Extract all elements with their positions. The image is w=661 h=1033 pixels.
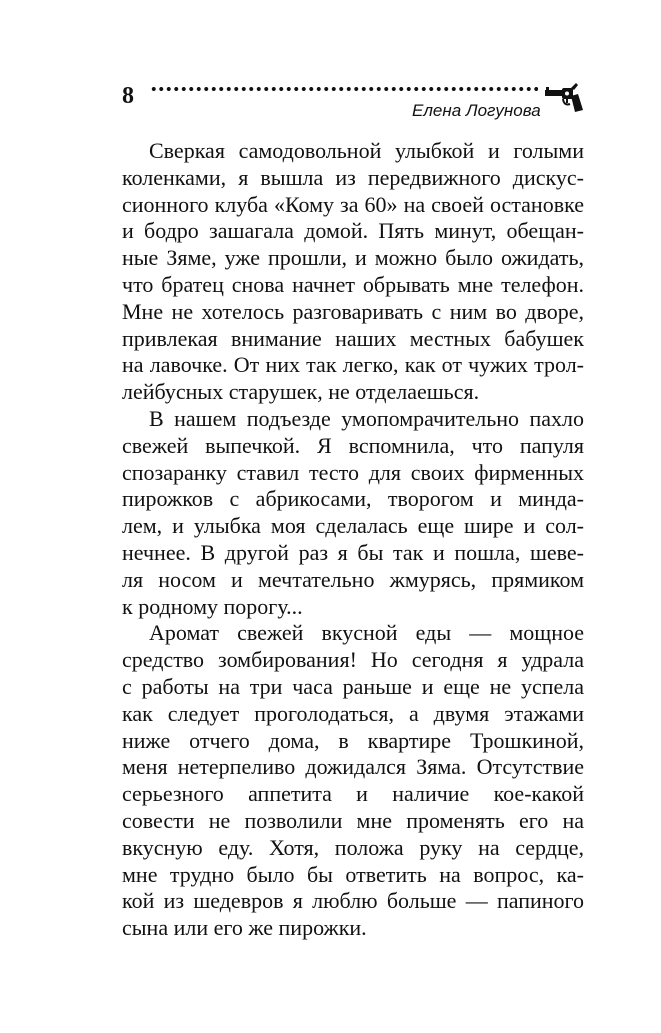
running-head-author: Елена Логунова (412, 101, 541, 120)
text-line: мне трудно было бы ответить на вопрос, ка- (122, 861, 584, 887)
text-line: Сверкая самодовольной улыбкой и голыми (149, 138, 584, 163)
text-line: кой из шедевров я люблю больше — папиного (122, 888, 584, 914)
body-text (122, 138, 584, 942)
text-line: совести не позволили мне променять его на (122, 807, 584, 833)
text-line: лем, и улыбка моя сделалась еще шире и сол- (122, 513, 584, 539)
text-line: ля носом и мечтательно жмурясь, прямиком (122, 566, 584, 592)
text-line: и бодро зашагала домой. Пять минут, обещан- (122, 218, 584, 244)
text-line: на лавочке. От них так легко, как от чужих трол- (122, 352, 584, 378)
text-line: что братец снова начнет обрывать мне телефон. (122, 271, 584, 297)
paragraph (122, 406, 584, 620)
page-number: 8 (122, 83, 134, 109)
paragraph (122, 138, 584, 406)
text-line: Мне не хотелось разговаривать с ним во дворе, (122, 298, 584, 324)
text-line: В нашем подъезде умопомрачительно пахло (149, 405, 584, 431)
text-line: меня нетерпеливо дожидался Зяма. Отсутствие (122, 754, 584, 780)
dotted-rule (150, 86, 538, 92)
text-line: спозаранку ставил тесто для своих фирменных (122, 459, 584, 485)
text-line: привлекая внимание наших местных бабушек (122, 325, 584, 351)
paragraph (122, 620, 584, 942)
revolver-icon (544, 80, 584, 114)
text-line: сына или его же пирожки. (122, 915, 367, 941)
page-header (0, 0, 661, 130)
text-line: вкусную еду. Хотя, положа руку на сердце, (122, 834, 584, 860)
text-line: как следует проголодаться, а двумя этажами (122, 700, 584, 726)
text-line: Аромат свежей вкусной еды — мощное (149, 620, 584, 646)
text-line: средство зомбирования! Но сегодня я удрала (122, 647, 584, 673)
text-line: пирожков с абрикосами, творогом и минда- (122, 486, 584, 512)
text-line: с работы на три часа раньше и еще не успела (122, 673, 584, 699)
text-line: к родному порогу... (122, 593, 303, 619)
text-line: ные Зяме, уже прошли, и можно было ожидать, (122, 245, 584, 271)
text-line: серьезного аппетита и наличие кое-какой (122, 781, 584, 807)
text-line: свежей выпечкой. Я вспомнила, что папуля (122, 432, 584, 458)
text-line: ниже отчего дома, в квартире Трошкиной, (122, 727, 584, 753)
text-line: нечнее. В другой раз я бы так и пошла, шеве- (122, 539, 584, 565)
text-line: сионного клуба «Кому за 60» на своей остановке (122, 191, 584, 217)
text-line: коленками, я вышла из передвижного дискус- (122, 164, 584, 190)
text-line: лейбусных старушек, не отделаешься. (122, 379, 480, 405)
